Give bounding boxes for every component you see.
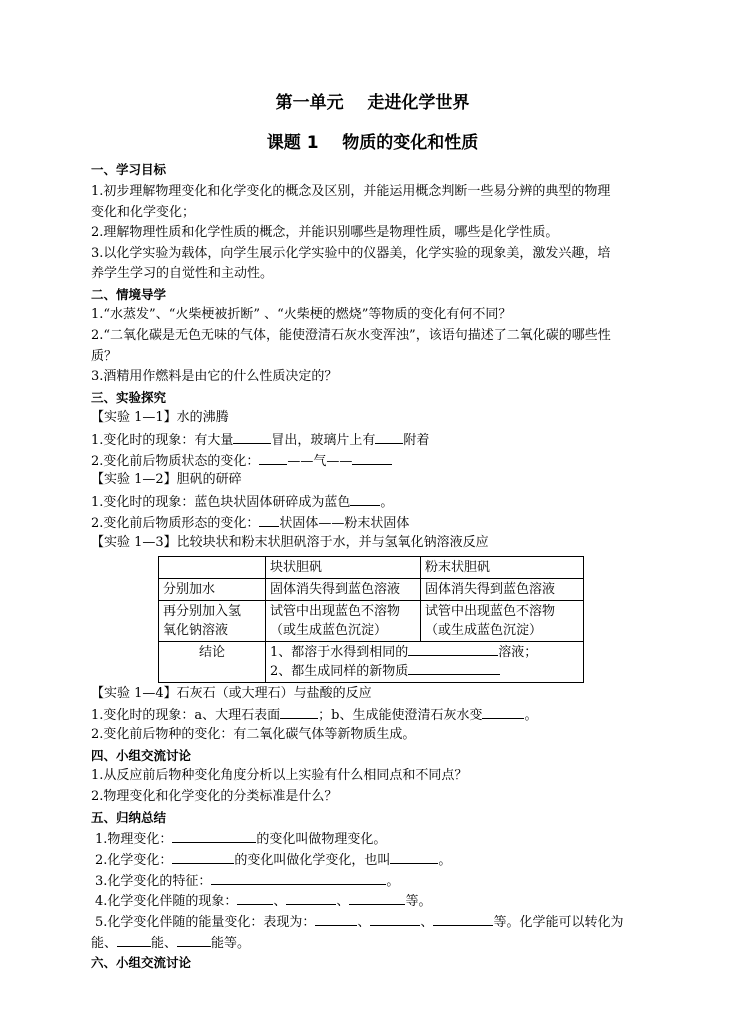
text-fragment: 能、 [151, 936, 178, 951]
text-fragment: 溶液； [498, 645, 538, 660]
text-fragment: 5.化学变化伴随的能量变化：表现为： [95, 915, 316, 930]
lesson-title: 课题 1 物质的变化和性质 [266, 133, 479, 153]
fill-blank[interactable] [259, 514, 279, 527]
fill-blank[interactable] [280, 706, 318, 719]
fill-blank[interactable] [172, 851, 234, 864]
cell-line: 试管中出现蓝色不溶物 [425, 604, 556, 619]
text-line [95, 892, 665, 910]
text-fragment: 1.变化时的现象：a、大理石表面 [91, 708, 281, 723]
text-fragment: 。 [380, 495, 394, 510]
fill-blank[interactable] [237, 892, 273, 905]
text-line [91, 706, 661, 724]
fill-blank[interactable] [408, 643, 498, 656]
text-fragment: 2.变化前后物质形态的变化： [91, 516, 260, 531]
fill-blank[interactable] [259, 452, 287, 465]
unit-title: 第一单元 走进化学世界 [275, 93, 470, 113]
text-fragment: 能等。 [211, 936, 251, 951]
text-fragment: 1.物理变化： [95, 832, 173, 847]
experiment-title: 【实验 1—4】石灰石（或大理石）与盐酸的反应 [91, 686, 372, 701]
fill-blank[interactable] [315, 913, 357, 926]
text-line [95, 830, 665, 848]
table-cell [159, 557, 266, 579]
cell-line: 再分别加入氢 [163, 604, 242, 619]
text-fragment: 2.变化前后物质状态的变化： [91, 454, 260, 469]
text-fragment: 状固体——粉末状固体 [279, 516, 410, 531]
text-fragment: 。 [386, 874, 400, 889]
fill-blank[interactable] [177, 934, 211, 947]
fill-blank[interactable] [286, 892, 336, 905]
cell-line: （或生成蓝色沉淀） [425, 623, 543, 638]
table-cell [266, 601, 421, 642]
experiment-title: 【实验 1—3】比较块状和粉末状胆矾溶于水，并与氢氧化钠溶液反应 [91, 535, 489, 550]
text-line: 3.酒精用作燃料是由它的什么性质决定的？ [91, 369, 338, 384]
text-line [91, 493, 661, 511]
fill-blank[interactable] [349, 892, 405, 905]
fill-blank[interactable] [370, 913, 420, 926]
fill-blank[interactable] [350, 493, 380, 506]
fill-blank[interactable] [172, 830, 256, 843]
text-fragment: 、 [273, 894, 287, 909]
fill-blank[interactable] [352, 452, 392, 465]
fill-blank[interactable] [482, 706, 524, 719]
text-line: 2.理解物理性质和化学性质的概念，并能识别哪些是物理性质，哪些是化学性质。 [91, 225, 559, 240]
cell-line: 试管中出现蓝色不溶物 [270, 604, 401, 619]
table-header: 粉末状胆矾 [421, 557, 584, 579]
table-row [159, 557, 584, 579]
text-fragment: 等。化学能可以转化为 [493, 915, 624, 930]
text-fragment: 3.化学变化的特征： [95, 874, 212, 889]
text-fragment: 、 [357, 915, 371, 930]
fill-blank[interactable] [211, 872, 386, 885]
table-header: 块状胆矾 [266, 557, 421, 579]
text-fragment: 1.变化时的现象：蓝色块状固体研碎成为蓝色 [91, 495, 351, 510]
text-line: 1.从反应前后物种变化角度分析以上实验有什么相同点和不同点？ [91, 768, 468, 783]
fill-blank[interactable] [390, 851, 438, 864]
section-heading: 一、学习目标 [91, 162, 167, 177]
text-fragment: ——气—— [287, 454, 353, 469]
text-line [91, 431, 661, 449]
text-line [95, 913, 665, 931]
text-line [95, 872, 665, 890]
table-cell: 分别加水 [159, 579, 266, 601]
experiment-table [158, 556, 584, 683]
text-fragment: 2、都生成同样的新物质 [270, 664, 409, 679]
fill-blank[interactable] [117, 934, 151, 947]
text-line [91, 514, 661, 532]
table-cell: 结论 [159, 642, 266, 683]
table-cell: 固体消失得到蓝色溶液 [421, 579, 584, 601]
text-line: 养学生学习的自觉性和主动性。 [91, 266, 274, 281]
text-line: 1.“水蒸发”、“火柴梗被折断” 、“火柴梗的燃烧”等物质的变化有何不同？ [91, 307, 512, 322]
text-fragment: 冒出，玻璃片上有 [271, 433, 376, 448]
text-fragment: ；b、生成能使澄清石灰水变 [318, 708, 483, 723]
text-line [91, 934, 661, 952]
table-cell: 固体消失得到蓝色溶液 [266, 579, 421, 601]
section-heading: 三、实验探究 [91, 390, 167, 405]
text-fragment: 1、都溶于水得到相同的 [270, 645, 409, 660]
text-line: 2.“二氧化碳是无色无味的气体，能使澄清石灰水变浑浊”，该语句描述了二氧化碳的哪些性 [91, 328, 611, 343]
text-fragment: 、 [420, 915, 434, 930]
text-fragment: 1.变化时的现象：有大量 [91, 433, 234, 448]
fill-blank[interactable] [433, 913, 493, 926]
section-heading: 五、归纳总结 [91, 810, 167, 825]
table-row [159, 579, 584, 601]
conclusion-cell [266, 642, 584, 683]
cell-line [270, 662, 579, 681]
fill-blank[interactable] [408, 662, 500, 675]
text-line: 质？ [91, 349, 118, 364]
table-cell [159, 601, 266, 642]
text-fragment: 2.化学变化： [95, 853, 173, 868]
text-fragment: 的变化叫做化学变化，也叫 [234, 853, 391, 868]
table-cell [421, 601, 584, 642]
experiment-title: 【实验 1—2】胆矾的研碎 [91, 472, 242, 487]
fill-blank[interactable] [375, 431, 403, 444]
text-fragment: 。 [438, 853, 452, 868]
section-heading: 六、小组交流讨论 [91, 955, 192, 970]
text-fragment: 等。 [405, 894, 432, 909]
experiment-title: 【实验 1—1】水的沸腾 [91, 410, 229, 425]
text-fragment: 的变化叫做物理变化。 [256, 832, 387, 847]
text-line: 2.变化前后物种的变化：有二氧化碳气体等新物质生成。 [91, 727, 416, 742]
text-line [95, 851, 665, 869]
text-fragment: 能、 [91, 936, 118, 951]
cell-line: 氧化钠溶液 [163, 623, 229, 638]
fill-blank[interactable] [233, 431, 271, 444]
cell-line: （或生成蓝色沉淀） [270, 623, 388, 638]
text-line [91, 452, 661, 470]
text-line: 变化和化学变化； [91, 205, 196, 220]
text-line: 1.初步理解物理变化和化学变化的概念及区别，并能运用概念判断一些易分辨的典型的物理 [91, 184, 611, 199]
text-fragment: 。 [524, 708, 538, 723]
text-fragment: 4.化学变化伴随的现象： [95, 894, 238, 909]
table-row [159, 642, 584, 683]
text-line: 2.物理变化和化学变化的分类标准是什么？ [91, 789, 338, 804]
section-heading: 二、情境导学 [91, 287, 167, 302]
text-fragment: 附着 [403, 433, 430, 448]
text-line: 3.以化学实验为载体，向学生展示化学实验中的仪器美，化学实验的现象美，激发兴趣，培 [91, 246, 611, 261]
text-fragment: 、 [336, 894, 350, 909]
cell-line [270, 643, 579, 662]
section-heading: 四、小组交流讨论 [91, 748, 192, 763]
table-row [159, 601, 584, 642]
